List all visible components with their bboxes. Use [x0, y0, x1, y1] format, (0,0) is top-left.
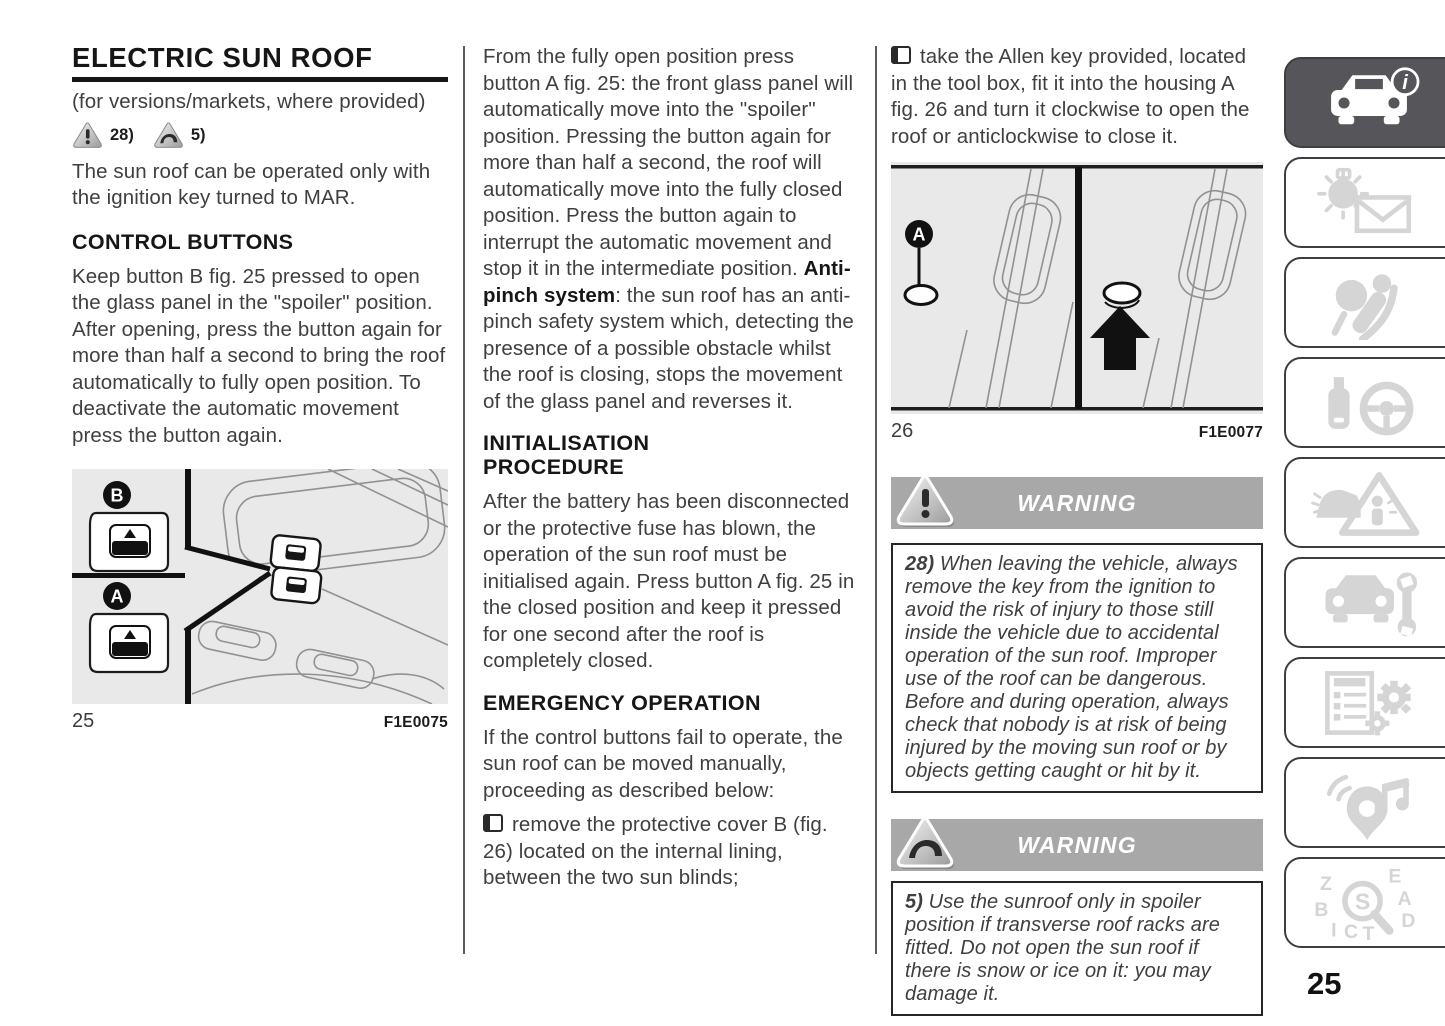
list-gears-icon: [1304, 666, 1434, 740]
warning-banner-1: [891, 477, 1263, 529]
alphabetical-index-icon: [1304, 866, 1434, 940]
warning-box-5: [891, 881, 1263, 1016]
warning-box-28: [891, 543, 1263, 793]
figure-26-code: F1E0077: [1198, 424, 1263, 441]
svg-text:A: A: [1397, 887, 1412, 910]
column-divider: [463, 46, 465, 954]
section-tab-bar: [1284, 57, 1445, 948]
bullet-remove-text: remove the protective cover B (fig. 26) located on the internal lining, between the two sun blinds;: [483, 813, 828, 889]
square-bullet-icon: [483, 814, 503, 832]
figure-25-code: F1E0075: [383, 714, 448, 731]
warning-28-label: 28): [905, 553, 935, 575]
figure-25-callout-a: A: [110, 586, 124, 607]
warning-triangle-icon: [895, 473, 955, 531]
page-title: ELECTRIC SUN ROOF: [72, 42, 373, 73]
paragraph-operate: The sun roof can be operated only with the ignition key turned to MAR.: [72, 159, 431, 209]
warning-title: WARNING: [1017, 489, 1137, 516]
sidebar-tab-warning-lights-messages[interactable]: [1284, 157, 1445, 248]
warning-title: WARNING: [1017, 831, 1137, 858]
sidebar-tab-vehicle-info[interactable]: [1284, 57, 1445, 148]
square-bullet-icon: [891, 46, 911, 64]
paragraph-emergency: If the control buttons fail to operate, the sun roof can be moved manually, proceeding as described below:: [483, 725, 843, 802]
warning-triangle-icon: [72, 121, 103, 150]
figure-25-callout-b: B: [110, 485, 124, 506]
figure-26-number: 26: [891, 420, 914, 442]
open-close-text: From the fully open position press button A fig. 25: the front glass panel will automatically move into the "spoiler" position. Pressing the button again for more than half a second, the roof will automatically move into the fully closed position. Press the button again to interrupt the automatic movement and stop it in the intermediate position.: [483, 45, 854, 280]
figure-25-number: 25: [72, 710, 95, 732]
heading-control-buttons: CONTROL BUTTONS: [72, 229, 294, 254]
svg-text:C: C: [1344, 920, 1359, 940]
page-number: 25: [1307, 966, 1342, 1001]
media-navigation-icon: [1304, 766, 1434, 840]
svg-text:i: i: [1402, 71, 1408, 94]
airbag-icon: [1304, 266, 1434, 340]
warning-banner-2: [891, 819, 1263, 871]
car-wrench-icon: [1304, 566, 1434, 640]
column-middle: [483, 44, 857, 892]
warning-5-text: Use the sunroof only in spoiler position if transverse roof racks are fitted. Do not open the sun roof if there is snow or ice on it: you may damage it.: [905, 891, 1220, 1005]
sidebar-tab-technical-data[interactable]: [1284, 657, 1445, 748]
svg-text:D: D: [1401, 909, 1416, 932]
sidebar-tab-starting-driving[interactable]: [1284, 357, 1445, 448]
car-warning-triangle-icon: [1304, 466, 1434, 540]
note-references: [72, 121, 448, 151]
svg-text:E: E: [1388, 865, 1402, 888]
antipinch-text: : the sun roof has an anti-pinch safety system which, detecting the presence of a possible obstacle whilst the roof is closing, stops the movement of the glass panel and reverses it.: [483, 283, 854, 413]
figure-25-illustration: [72, 469, 448, 704]
column-right: [891, 44, 1263, 1016]
sidebar-tab-servicing-care[interactable]: [1284, 557, 1445, 648]
warning-ref-label: 28): [110, 126, 134, 144]
title-underline: [72, 77, 448, 82]
sidebar-tab-in-an-emergency[interactable]: [1284, 457, 1445, 548]
sidebar-tab-index[interactable]: [1284, 857, 1445, 948]
figure-25-caption: [72, 710, 448, 733]
svg-text:Z: Z: [1319, 872, 1332, 895]
svg-text:S: S: [1354, 887, 1371, 914]
heading-emergency: EMERGENCY OPERATION: [483, 690, 761, 715]
applicability-note: (for versions/markets, where provided): [72, 90, 426, 113]
figure-26-callout-a: A: [912, 224, 926, 245]
figure-26: [891, 162, 1263, 443]
sun-envelope-icon: [1304, 166, 1434, 240]
column-divider: [875, 46, 877, 954]
bullet-allen-text: take the Allen key provided, located in the tool box, fit it into the housing A fig. 26 and turn it clockwise to open the roof or anticlockwise to close it.: [891, 45, 1250, 148]
paragraph-initialisation: After the battery has been disconnected or the protective fuse has blown, the operation of the sun roof must be initialised again. Press button A fig. 25 in the closed position and keep it pressed for one second after the roof is completely closed.: [483, 490, 855, 672]
sidebar-tab-safety[interactable]: [1284, 257, 1445, 348]
key-steering-wheel-icon: [1304, 366, 1434, 440]
caution-ref-label: 5): [190, 126, 206, 144]
warning-28-text: When leaving the vehicle, always remove the key from the ignition to avoid the risk of injury to those still inside the vehicle due to accidental operation of the sun roof. Improper use of the roof can be dangerous. Before and during operation, always check that nobody is at risk of being injured by the moving sun roof or by objects getting caught or hit by it.: [905, 553, 1238, 782]
figure-25: [72, 469, 448, 733]
sunroof-caution-triangle-icon: [153, 121, 184, 150]
figure-26-illustration: [891, 162, 1263, 414]
column-left: [72, 44, 448, 733]
sunroof-caution-triangle-icon: [895, 815, 955, 873]
bullet-allen-key: [891, 44, 1263, 150]
sidebar-tab-multimedia[interactable]: [1284, 757, 1445, 848]
car-info-icon: [1304, 66, 1434, 140]
figure-26-caption: [891, 420, 1263, 443]
svg-text:B: B: [1314, 898, 1329, 921]
svg-text:T: T: [1362, 922, 1375, 940]
svg-text:I: I: [1331, 918, 1337, 940]
heading-initialisation: INITIALISATION PROCEDURE: [483, 431, 650, 479]
paragraph-control: Keep button B fig. 25 pressed to open the glass panel in the "spoiler" position. After opening, press the button again for more than half a second to bring the roof automatically to fully open position. To deactivate the automatic movement press the button again.: [72, 264, 446, 447]
antipinch-label: Anti-pinch system: [483, 257, 851, 307]
warning-5-label: 5): [905, 891, 923, 913]
bullet-remove-cover: [483, 812, 857, 892]
paragraph-open-close: [483, 44, 857, 415]
